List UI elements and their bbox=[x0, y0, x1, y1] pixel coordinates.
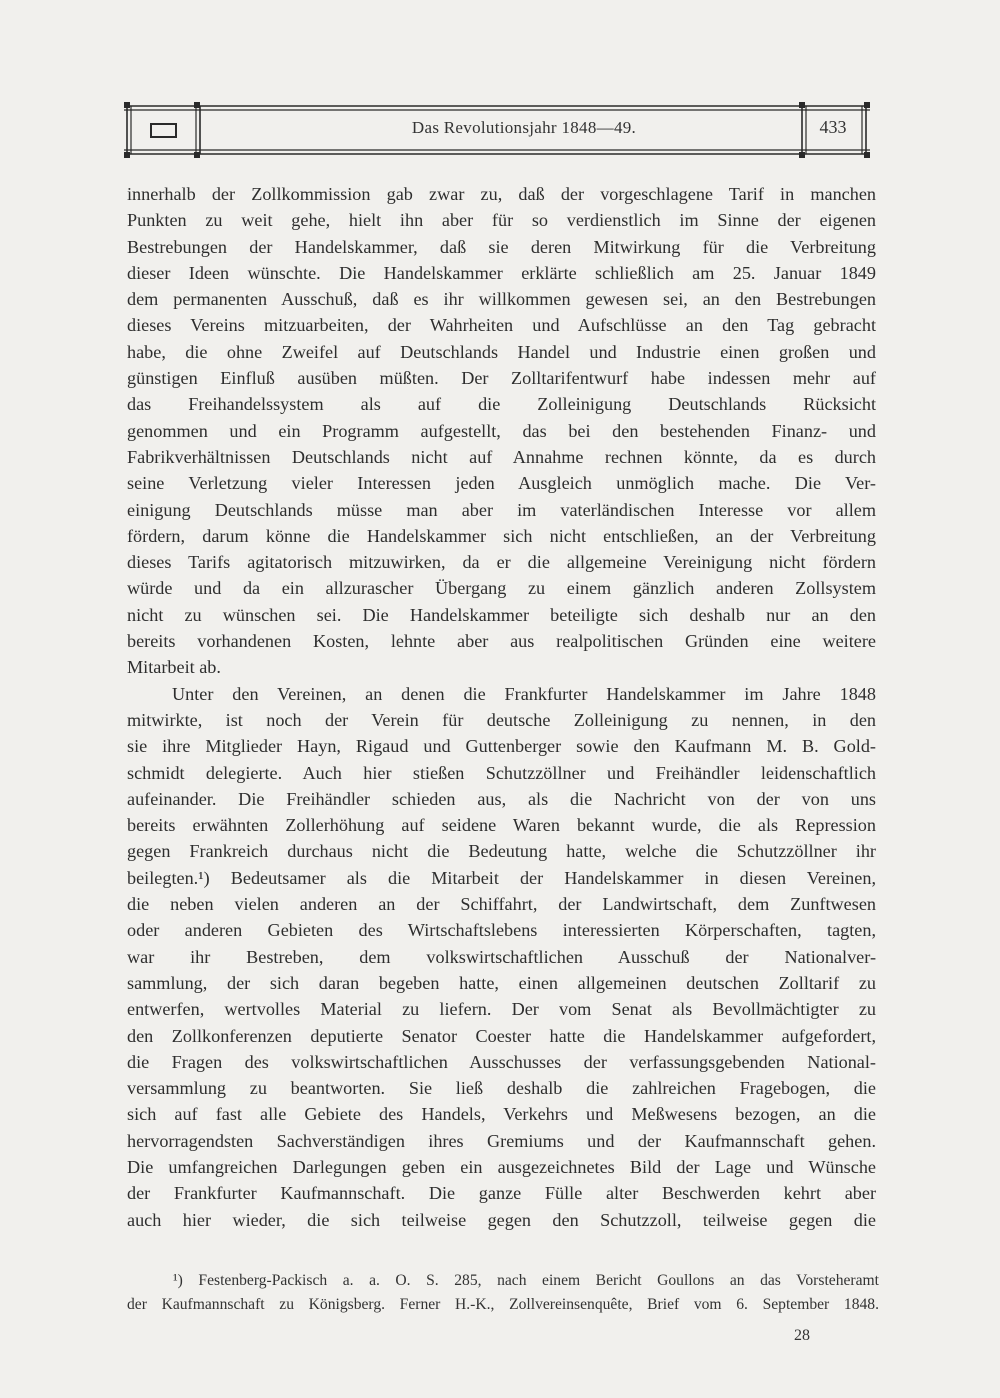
text-line: den Zollkonferenzen deputierte Senator Coester hatte die Handelskammer aufgefordert, bbox=[127, 1025, 876, 1046]
text-line: auch hier wieder, die sich teilweise gegen den Schutzzoll, teilweise gegen die bbox=[127, 1209, 876, 1230]
text-line: Fabrikverhältnissen Deutschlands nicht auf Annahme rechnen könnte, da es durch bbox=[127, 446, 876, 467]
text-line: mitwirkte, ist noch der Verein für deutsche Zolleinigung zu nennen, in den bbox=[127, 709, 876, 730]
running-title: Das Revolutionsjahr 1848—49. bbox=[411, 118, 637, 137]
text-line: sich auf fast alle Gebiete des Handels, Verkehrs und Meßwesens bezogen, an die bbox=[127, 1104, 876, 1125]
footnotes bbox=[127, 1269, 879, 1317]
text-line: Bestrebungen der Handelskammer, daß sie deren Mitwirkung für die Verbreitung bbox=[127, 236, 876, 257]
text-line: dieses Vereins mitzuarbeiten, der Wahrheiten und Aufschlüsse an den Tag gebracht bbox=[127, 315, 876, 336]
text-line: war ihr Bestreben, dem volkswirtschaftlichen Ausschuß der Nationalver- bbox=[127, 946, 876, 967]
footnote-line: der Kaufmannschaft zu Königsberg. Ferner H.-K., Zollvereinsenquête, Brief vom 6. September 1848. bbox=[127, 1296, 879, 1313]
text-line: dem permanenten Ausschuß, daß es ihr willkommen gewesen sei, an den Bestrebungen bbox=[127, 289, 876, 310]
text-line: versammlung zu beantworten. Sie ließ deshalb die zahlreichen Fragebogen, die bbox=[127, 1078, 876, 1099]
text-line: dieser Ideen wünschte. Die Handelskammer erklärte schließlich am 25. Januar 1849 bbox=[127, 262, 876, 283]
text-line: fördern, darum könne die Handelskammer sich nicht entschließen, an der Verbreitung bbox=[127, 525, 876, 546]
text-line: beilegten.¹) Bedeutsamer als die Mitarbeit der Handelskammer in diesen Vereinen, bbox=[127, 867, 876, 888]
body-text bbox=[127, 181, 876, 1233]
text-line: Punkten zu weit gehe, hielt ihn aber für so verdienstlich im Sinne der eigenen bbox=[127, 210, 876, 231]
text-line: würde und da ein allzurascher Übergang zu einem gänzlich anderen Zollsystem bbox=[127, 578, 876, 599]
paragraph-start-line: Unter den Vereinen, an denen die Frankfurter Handelskammer im Jahre 1848 bbox=[172, 683, 876, 704]
page-number: 433 bbox=[819, 117, 847, 137]
text-line: die neben vielen anderen an der Schiffahrt, der Landwirtschaft, dem Zunftwesen bbox=[127, 894, 876, 915]
text-line: genommen und ein Programm aufgestellt, das bei den bestehenden Finanz- und bbox=[127, 420, 876, 441]
text-line: hervorragendsten Sachverständigen ihres Gremiums und der Kaufmannschaft gehen. bbox=[127, 1130, 876, 1151]
text-line: sie ihre Mitglieder Hayn, Rigaud und Guttenberger sowie den Kaufmann M. B. Gold- bbox=[127, 736, 876, 757]
text-line: Die umfangreichen Darlegungen geben ein ausgezeichnetes Bild der Lage und Wünsche bbox=[127, 1156, 876, 1177]
text-line: entwerfen, wertvolles Material zu liefern. Der vom Senat als Bevollmächtigter zu bbox=[127, 999, 876, 1020]
text-line: günstigen Einfluß ausüben müßten. Der Zolltarifentwurf habe indessen mehr auf bbox=[127, 368, 876, 389]
text-line: bereits erwähnten Zollerhöhung auf seidene Waren bekannt wurde, die als Repression bbox=[127, 815, 876, 836]
text-line: aufeinander. Die Freihändler schieden aus, als die Nachricht von der von uns bbox=[127, 788, 876, 809]
text-line: seine Verletzung vieler Interessen jeden Ausgleich unmöglich mache. Die Ver- bbox=[127, 473, 876, 494]
text-line: der Frankfurter Kaufmannschaft. Die ganze Fülle alter Beschwerden kehrt aber bbox=[127, 1183, 876, 1204]
footnote-line: ¹) Festenberg-Packisch a. a. O. S. 285, nach einem Bericht Goullons an das Vorsteheramt bbox=[173, 1272, 879, 1289]
paragraph-end-line: Mitarbeit ab. bbox=[127, 657, 221, 678]
text-line: nicht zu wünschen sei. Die Handelskammer beteiligte sich deshalb nur an den bbox=[127, 604, 876, 625]
text-line: gegen Frankreich durchaus nicht die Bedeutung hatte, welche die Schutzzöllner ihr bbox=[127, 841, 876, 862]
text-line: einigung Deutschlands müsse man aber im vaterländischen Interesse vor allem bbox=[127, 499, 876, 520]
running-header bbox=[124, 100, 870, 160]
text-line: oder anderen Gebieten des Wirtschaftslebens interessierten Körperschaften, tagten, bbox=[127, 920, 876, 941]
text-line: innerhalb der Zollkommission gab zwar zu, daß der vorgeschlagene Tarif in manchen bbox=[127, 184, 876, 204]
text-line: das Freihandelssystem als auf die Zolleinigung Deutschlands Rücksicht bbox=[127, 394, 876, 415]
text-line: die Fragen des volkswirtschaftlichen Ausschusses der verfassungsgebenden National- bbox=[127, 1051, 876, 1072]
text-line: bereits vorhandenen Kosten, lehnte aber aus realpolitischen Gründen eine weitere bbox=[127, 631, 876, 652]
text-line: dieses Tarifs agitatorisch mitzuwirken, da er die allgemeine Vereinigung nicht fördern bbox=[127, 552, 876, 573]
text-line: habe, die ohne Zweifel auf Deutschlands Handel und Industrie einen großen und bbox=[127, 341, 876, 362]
text-line: schmidt delegierte. Auch hier stießen Schutzzöllner und Freihändler leidenschaftlich bbox=[127, 762, 876, 783]
signature-mark: 28 bbox=[794, 1327, 810, 1344]
text-line: sammlung, der sich daran begeben hatte, einen allgemeinen deutschen Zolltarif zu bbox=[127, 972, 876, 993]
